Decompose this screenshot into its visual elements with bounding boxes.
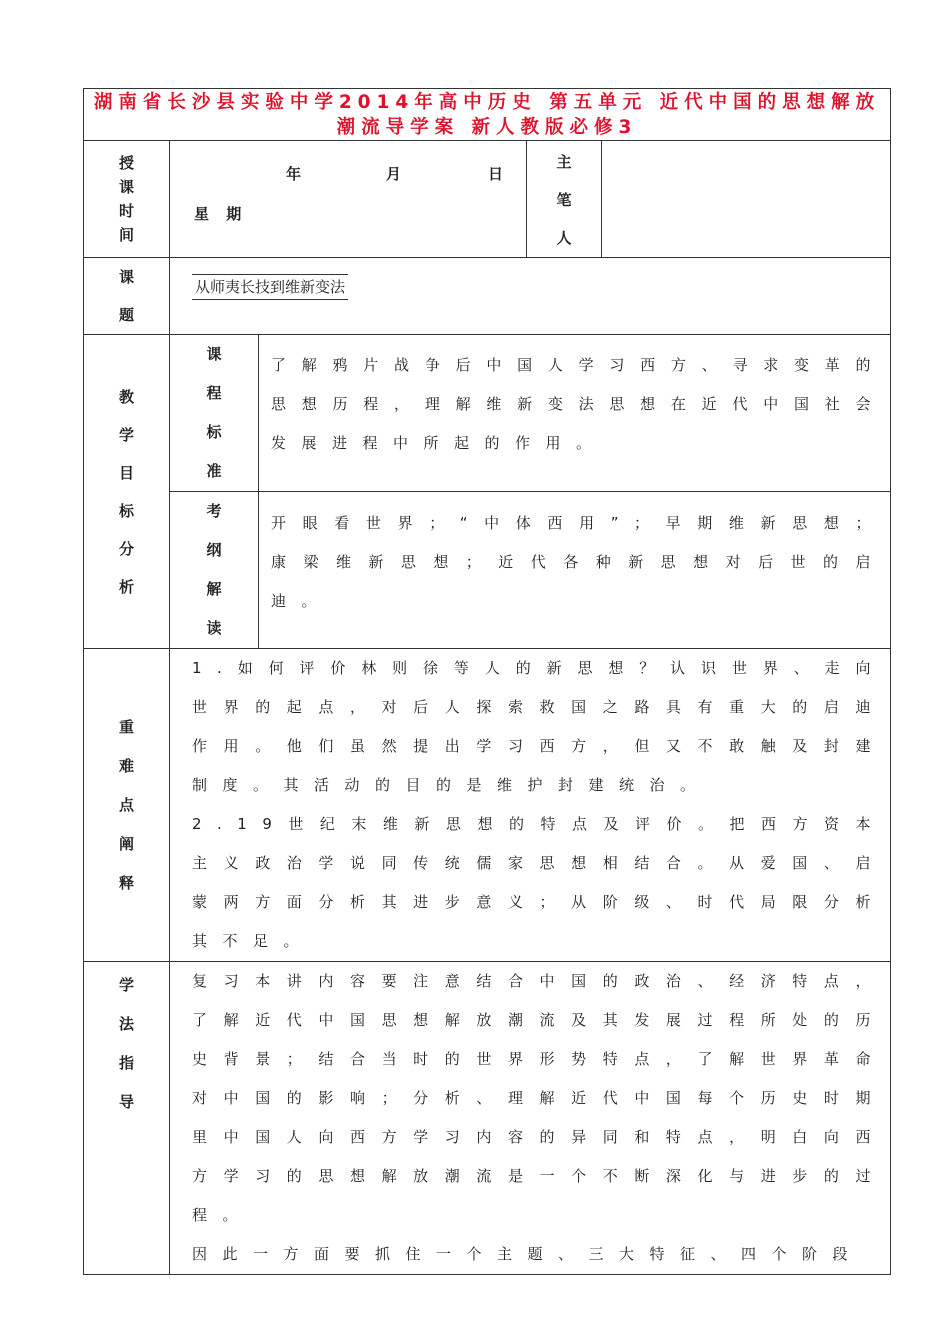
author-value: [602, 141, 891, 258]
month-label: 月: [386, 165, 402, 183]
exam-outline-label: 考 纲 解 读: [170, 492, 259, 649]
lesson-time-label: 授 课 时 间: [84, 141, 170, 258]
lesson-time-cell: [170, 141, 527, 258]
method-label: 学 法 指 导: [84, 962, 170, 1275]
exam-outline-text: 开眼看世界；“中体西用”；早期维新思想；康梁维新思想；近代各种新思想对后世的启迪。: [271, 514, 887, 610]
topic-cell: [170, 258, 891, 335]
curriculum-standard-text: 了解鸦片战争后中国人学习西方、寻求变革的思想历程，理解维新变法思想在近代中国社会发展进程中所起的作用。: [271, 356, 887, 452]
objectives-label: 教 学 目 标 分 析: [84, 335, 170, 649]
method-cell: [170, 962, 891, 1275]
curriculum-standard-label: 课 程 标 准: [170, 335, 259, 492]
topic-label: 课 题: [84, 258, 170, 335]
year-label: 年: [286, 165, 302, 183]
key-point-paragraph: 1.如何评价林则徐等人的新思想？认识世界、走向世界的起点，对后人探索救国之路具有重大的启迪作用。他们虽然提出学习西方，但又不敢触及封建制度。其活动的目的是维护封建统治。: [192, 659, 887, 794]
guide-table: [83, 88, 891, 1275]
key-points-cell: [170, 649, 891, 962]
exam-outline-cell: [259, 492, 891, 649]
key-points-label: 重 难 点 阐 释: [84, 649, 170, 962]
topic-value: 从师夷长技到维新变法: [192, 274, 348, 300]
curriculum-standard-cell: [259, 335, 891, 492]
day-label: 日: [488, 165, 504, 183]
author-label: 主 笔 人: [527, 141, 602, 258]
weekday-label: 星 期: [194, 205, 248, 223]
title-cell: [84, 89, 891, 141]
method-paragraph: 复习本讲内容要注意结合中国的政治、经济特点，了解近代中国思想解放潮流及其发展过程所处的历史背景；结合当时的世界形势特点，了解世界革命对中国的影响；分析、理解近代中国每个历史时期里中国人向西方学习内容的异同和特点，明白向西方学习的思想解放潮流是一个不断深化与进步的过程。: [192, 972, 887, 1224]
method-paragraph: 因此一方面要抓住一个主题、三大特征、四个阶段: [192, 1245, 864, 1263]
document-title: 湖南省长沙县实验中学2014年高中历史 第五单元 近代中国的思想解放潮流导学案 新人教版必修3: [93, 92, 881, 138]
key-point-paragraph: 2.19世纪末维新思想的特点及评价。把西方资本主义政治学说同传统儒家思想相结合。从爱国、启蒙两方面分析其进步意义；从阶级、时代局限分析其不足。: [192, 815, 887, 950]
